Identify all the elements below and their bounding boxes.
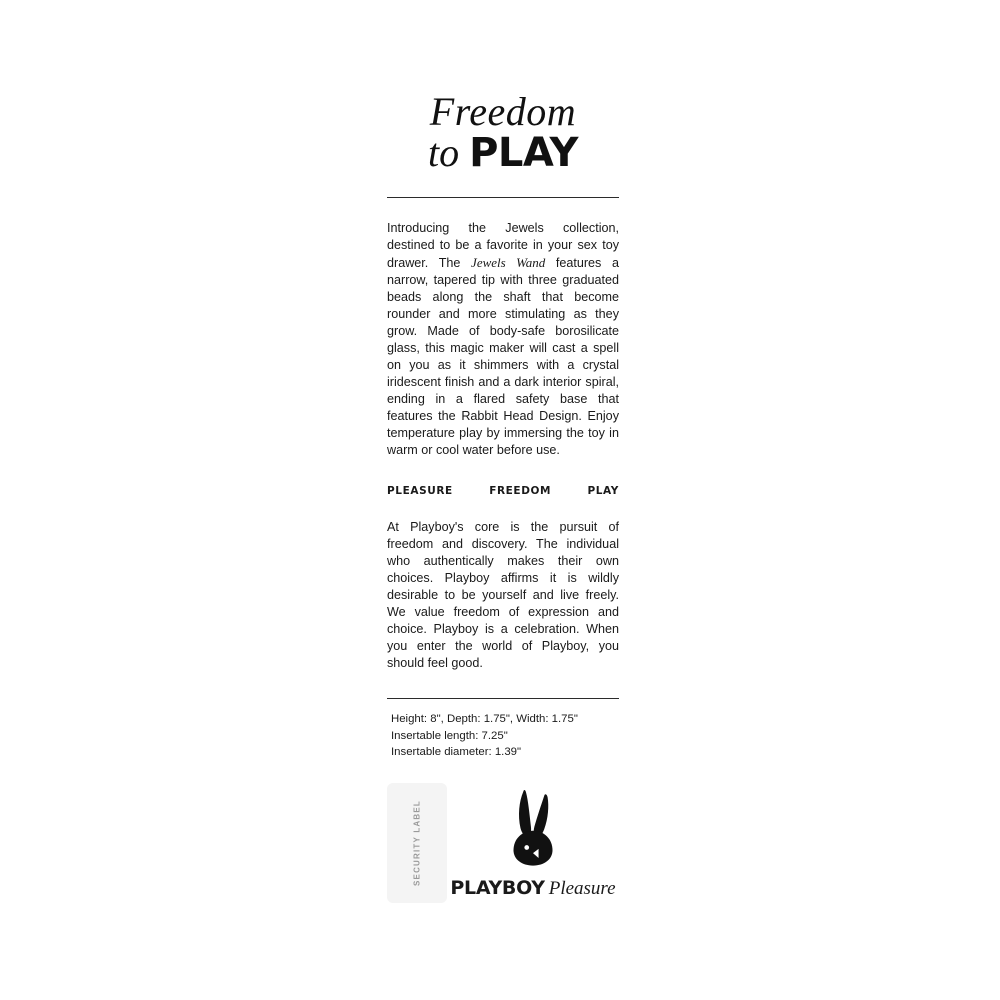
brand-name-playboy: PLAYBOY — [450, 876, 545, 899]
divider-bottom — [387, 698, 619, 699]
spec-dimensions: Height: 8", Depth: 1.75", Width: 1.75" — [391, 713, 578, 726]
security-label-line-1: SECURITY — [412, 836, 422, 886]
rabbit-head-icon — [498, 789, 568, 867]
description-part-2: features a narrow, tapered tip with three graduated beads along the shaft that become rounder and more stimulating as they grow. Made of body-safe borosilicate glass, this magic maker will cast a spell on you as it shimmers with a crystal iridescent finish and a dark interior spiral, ending in a flared safety base that features the Rabbit Head Design. Enjoy temperature play by immersing the toy in warm or cool water before use. — [387, 256, 619, 458]
security-label-text — [411, 800, 422, 886]
product-info-panel — [387, 90, 619, 903]
headline-play: PLAY — [469, 130, 579, 177]
brand-wordmark — [450, 877, 615, 900]
description-part-1: Introducing the Jewels collection, destined to be a favorite in your sex toy drawer. The — [387, 221, 619, 271]
headline-line-1: Freedom — [429, 89, 577, 134]
headline-line-2 — [387, 131, 619, 175]
packaging-footer — [387, 783, 619, 903]
divider-top — [387, 197, 619, 198]
keyword-pleasure: PLEASURE — [387, 485, 453, 498]
security-label-line-2: LABEL — [412, 799, 422, 833]
product-specifications — [387, 711, 619, 761]
brand-logo-block — [447, 783, 619, 900]
page-title — [387, 90, 619, 175]
brand-name-pleasure: Pleasure — [548, 877, 616, 899]
brand-keywords — [387, 485, 619, 497]
security-label-placeholder — [387, 783, 447, 903]
keyword-play: PLAY — [587, 485, 619, 498]
spec-insertable-diameter: Insertable diameter: 1.39" — [391, 746, 522, 759]
product-name-italic: Jewels Wand — [471, 255, 546, 271]
brand-mission-text: At Playboy's core is the pursuit of freedom and discovery. The individual who authentically makes their own choices. Playboy affirms it is wildly desirable to be yourself and live freely. We value freedom of expression and choice. Playboy is a celebration. When you enter the world of Playboy, you should feel good. — [387, 520, 619, 671]
headline-to: to — [427, 130, 470, 176]
keyword-freedom: FREEDOM — [489, 485, 552, 498]
product-description — [387, 220, 619, 459]
spec-insertable-length: Insertable length: 7.25" — [391, 729, 508, 742]
